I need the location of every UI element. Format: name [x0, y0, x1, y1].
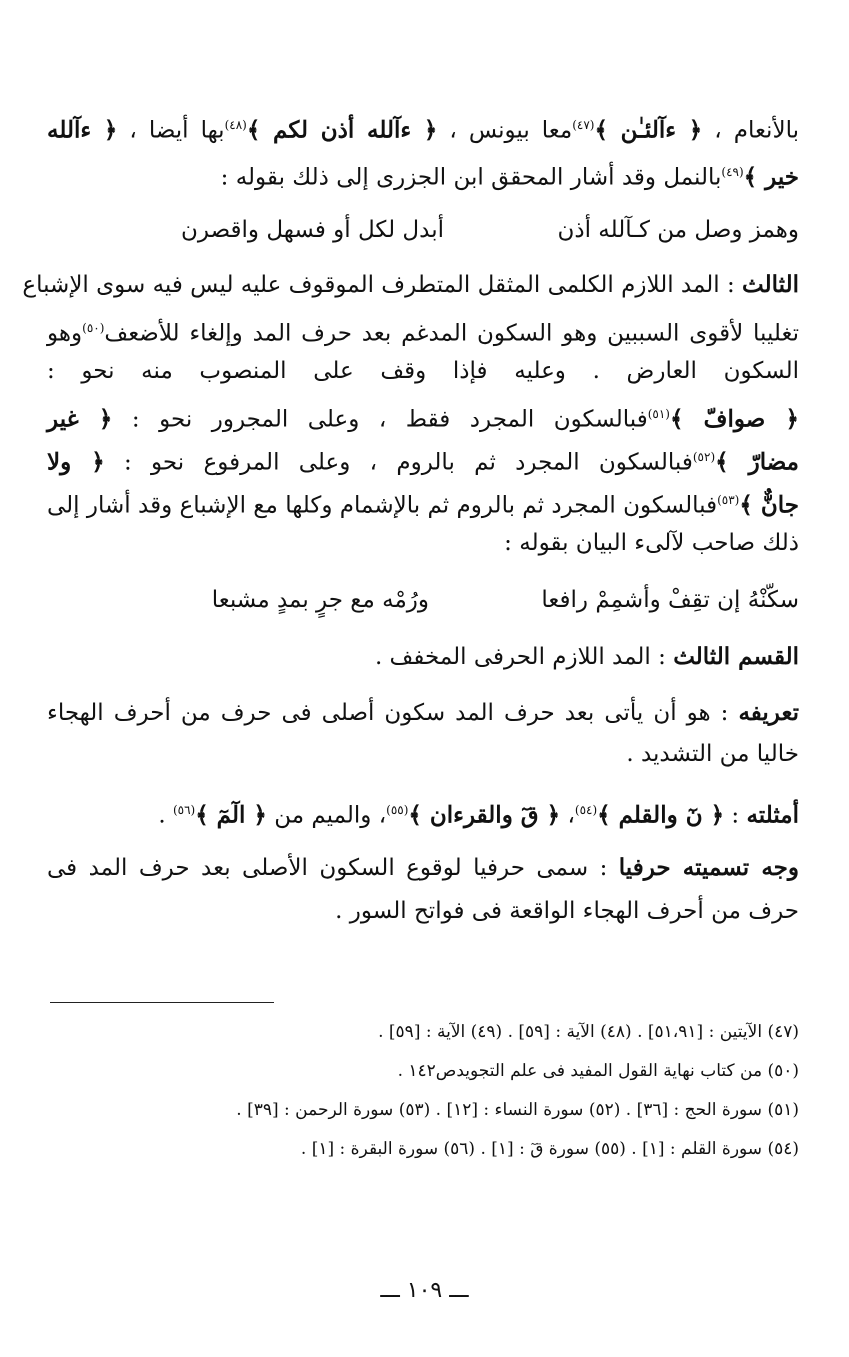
quran-quote: ﴿ قٓ والقرءان ﴾ — [408, 801, 561, 829]
section-heading: وجه تسميته حرفيا — [618, 854, 800, 881]
footnote-ref: (٥١) — [647, 407, 670, 421]
line-text: ، — [560, 802, 575, 829]
body-line-8 — [47, 480, 799, 526]
line-text: : — [724, 802, 747, 829]
page-number: ـــ ١٠٩ ـــ — [380, 1278, 469, 1303]
quran-quote: ﴿ ولا — [47, 448, 105, 476]
line-text: بالأنعام ، — [702, 117, 799, 144]
line-text: ذلك صاحب لآلىء البيان بقوله : — [504, 530, 799, 556]
footnote-ref: (٥٤) — [574, 803, 598, 817]
quran-quote: ﴿ نٓ والقلم ﴾ — [597, 801, 725, 829]
quran-quote: ﴿ ءآلله أذن لكم ﴾ — [246, 116, 438, 144]
footnote-ref: (٥٠) — [82, 321, 105, 335]
footnote-ref: (٥٦) — [172, 803, 196, 817]
verse-2-right-hemistich: سكّنْهُ إن تقِفْ وأشمِمْ رافعا — [541, 587, 799, 613]
line-text: السكون العارض . وعليه فإذا وقف على المنصوب منه نحو : — [47, 358, 799, 384]
footnote-ref: (٤٨) — [224, 118, 247, 132]
line-text: : المد اللازم الكلمى المثقل المتطرف الموقوف عليه ليس فيه سوى الإشباع — [22, 272, 743, 298]
line-text: حرف من أحرف الهجاء الواقعة فى فواتح السور . — [335, 898, 799, 924]
quran-quote: ﴿ صوافّ ﴾ — [669, 405, 799, 433]
body-line-3 — [22, 265, 799, 305]
line-text: فبالسكون المجرد فقط ، وعلى المجرور نحو : — [112, 406, 648, 433]
body-line-1 — [47, 105, 799, 151]
body-line-15 — [47, 891, 799, 931]
quran-quote: ﴿ ءآلئـٰن ﴾ — [594, 116, 703, 144]
quran-quote: ﴿ غير — [47, 405, 113, 433]
footnote-separator — [50, 1002, 274, 1003]
verse-2-left-hemistich: ورُمْه مع جرٍ بمدٍ مشبعا — [211, 587, 429, 613]
line-text: فبالسكون المجرد ثم بالروم ثم بالإشمام وكلها مع الإشباع وقد أشار إلى — [47, 492, 718, 519]
line-text: بالنمل وقد أشار المحقق ابن الجزرى إلى ذلك بقوله : — [220, 164, 722, 191]
line-text: فبالسكون المجرد ثم بالروم ، وعلى المرفوع نحو : — [104, 449, 693, 476]
body-line-10 — [47, 637, 799, 677]
quran-quote: جانٌّ ﴾ — [739, 491, 799, 519]
line-text: تغليبا لأقوى السببين وهو السكون المدغم بعد حرف المد وإلغاء للأضعف — [104, 320, 799, 347]
section-heading: أمثلته — [746, 801, 799, 829]
quran-quote: خير ﴾ — [743, 163, 799, 191]
body-line-7 — [47, 437, 799, 483]
verse-1-left-hemistich: أبدل لكل أو فسهل واقصرن — [181, 217, 444, 243]
body-line-4 — [47, 308, 799, 354]
section-heading: الثالث — [742, 271, 799, 298]
verse-1-right-hemistich: وهمز وصل من كـآلله أذن — [557, 217, 799, 243]
line-text: : سمى حرفيا لوقوع السكون الأصلى بعد حرف المد فى — [47, 855, 619, 881]
body-line-2 — [47, 152, 799, 198]
footnote-ref: (٥٥) — [386, 803, 409, 817]
footnote-ref: (٥٣) — [717, 493, 740, 507]
body-line-11 — [47, 693, 799, 733]
line-text: : هو أن يأتى بعد حرف المد سكون أصلى فى حرف من أحرف الهجاء — [47, 700, 739, 726]
line-text: . — [158, 802, 173, 829]
footnote-ref: (٥٢) — [692, 450, 716, 464]
line-text: وهو — [47, 320, 83, 347]
footnote-line: (٤٧) الآيتين : [٥١،٩١] . (٤٨) الآية : [٥٩] . (٤٩) الآية : [٥٩] . — [378, 1022, 799, 1042]
body-line-14 — [47, 848, 799, 888]
footnote-ref: (٤٩) — [721, 165, 744, 179]
footnote-line: (٥٤) سورة القلم : [١] . (٥٥) سورة قٓ : [١] . (٥٦) سورة البقرة : [١] . — [300, 1139, 799, 1159]
body-line-13 — [47, 790, 799, 836]
footnote-ref: (٤٧) — [572, 118, 595, 132]
quran-quote: مضارّ ﴾ — [715, 448, 799, 476]
body-line-5 — [47, 351, 799, 391]
quran-quote: ﴿ الٓمٓ ﴾ — [195, 801, 267, 829]
line-text: خاليا من التشديد . — [626, 741, 799, 767]
footnote-line: (٥١) سورة الحج : [٣٦] . (٥٢) سورة النساء : [١٢] . (٥٣) سورة الرحمن : [٣٩] . — [236, 1100, 799, 1120]
quran-quote: ﴿ ءآلله — [47, 116, 118, 144]
line-text: معا بيونس ، — [437, 117, 573, 144]
body-line-12 — [47, 734, 799, 774]
section-heading: تعريفه — [738, 699, 799, 726]
body-line-9 — [47, 523, 799, 563]
body-line-6 — [47, 394, 799, 440]
line-text: : المد اللازم الحرفى المخفف . — [374, 644, 674, 670]
section-heading: القسم الثالث — [673, 643, 799, 670]
line-text: ، والميم من — [266, 802, 387, 829]
footnote-line: (٥٠) من كتاب نهاية القول المفيد فى علم التجويدص١٤٢ . — [397, 1061, 799, 1081]
line-text: بها أيضا ، — [117, 117, 225, 144]
